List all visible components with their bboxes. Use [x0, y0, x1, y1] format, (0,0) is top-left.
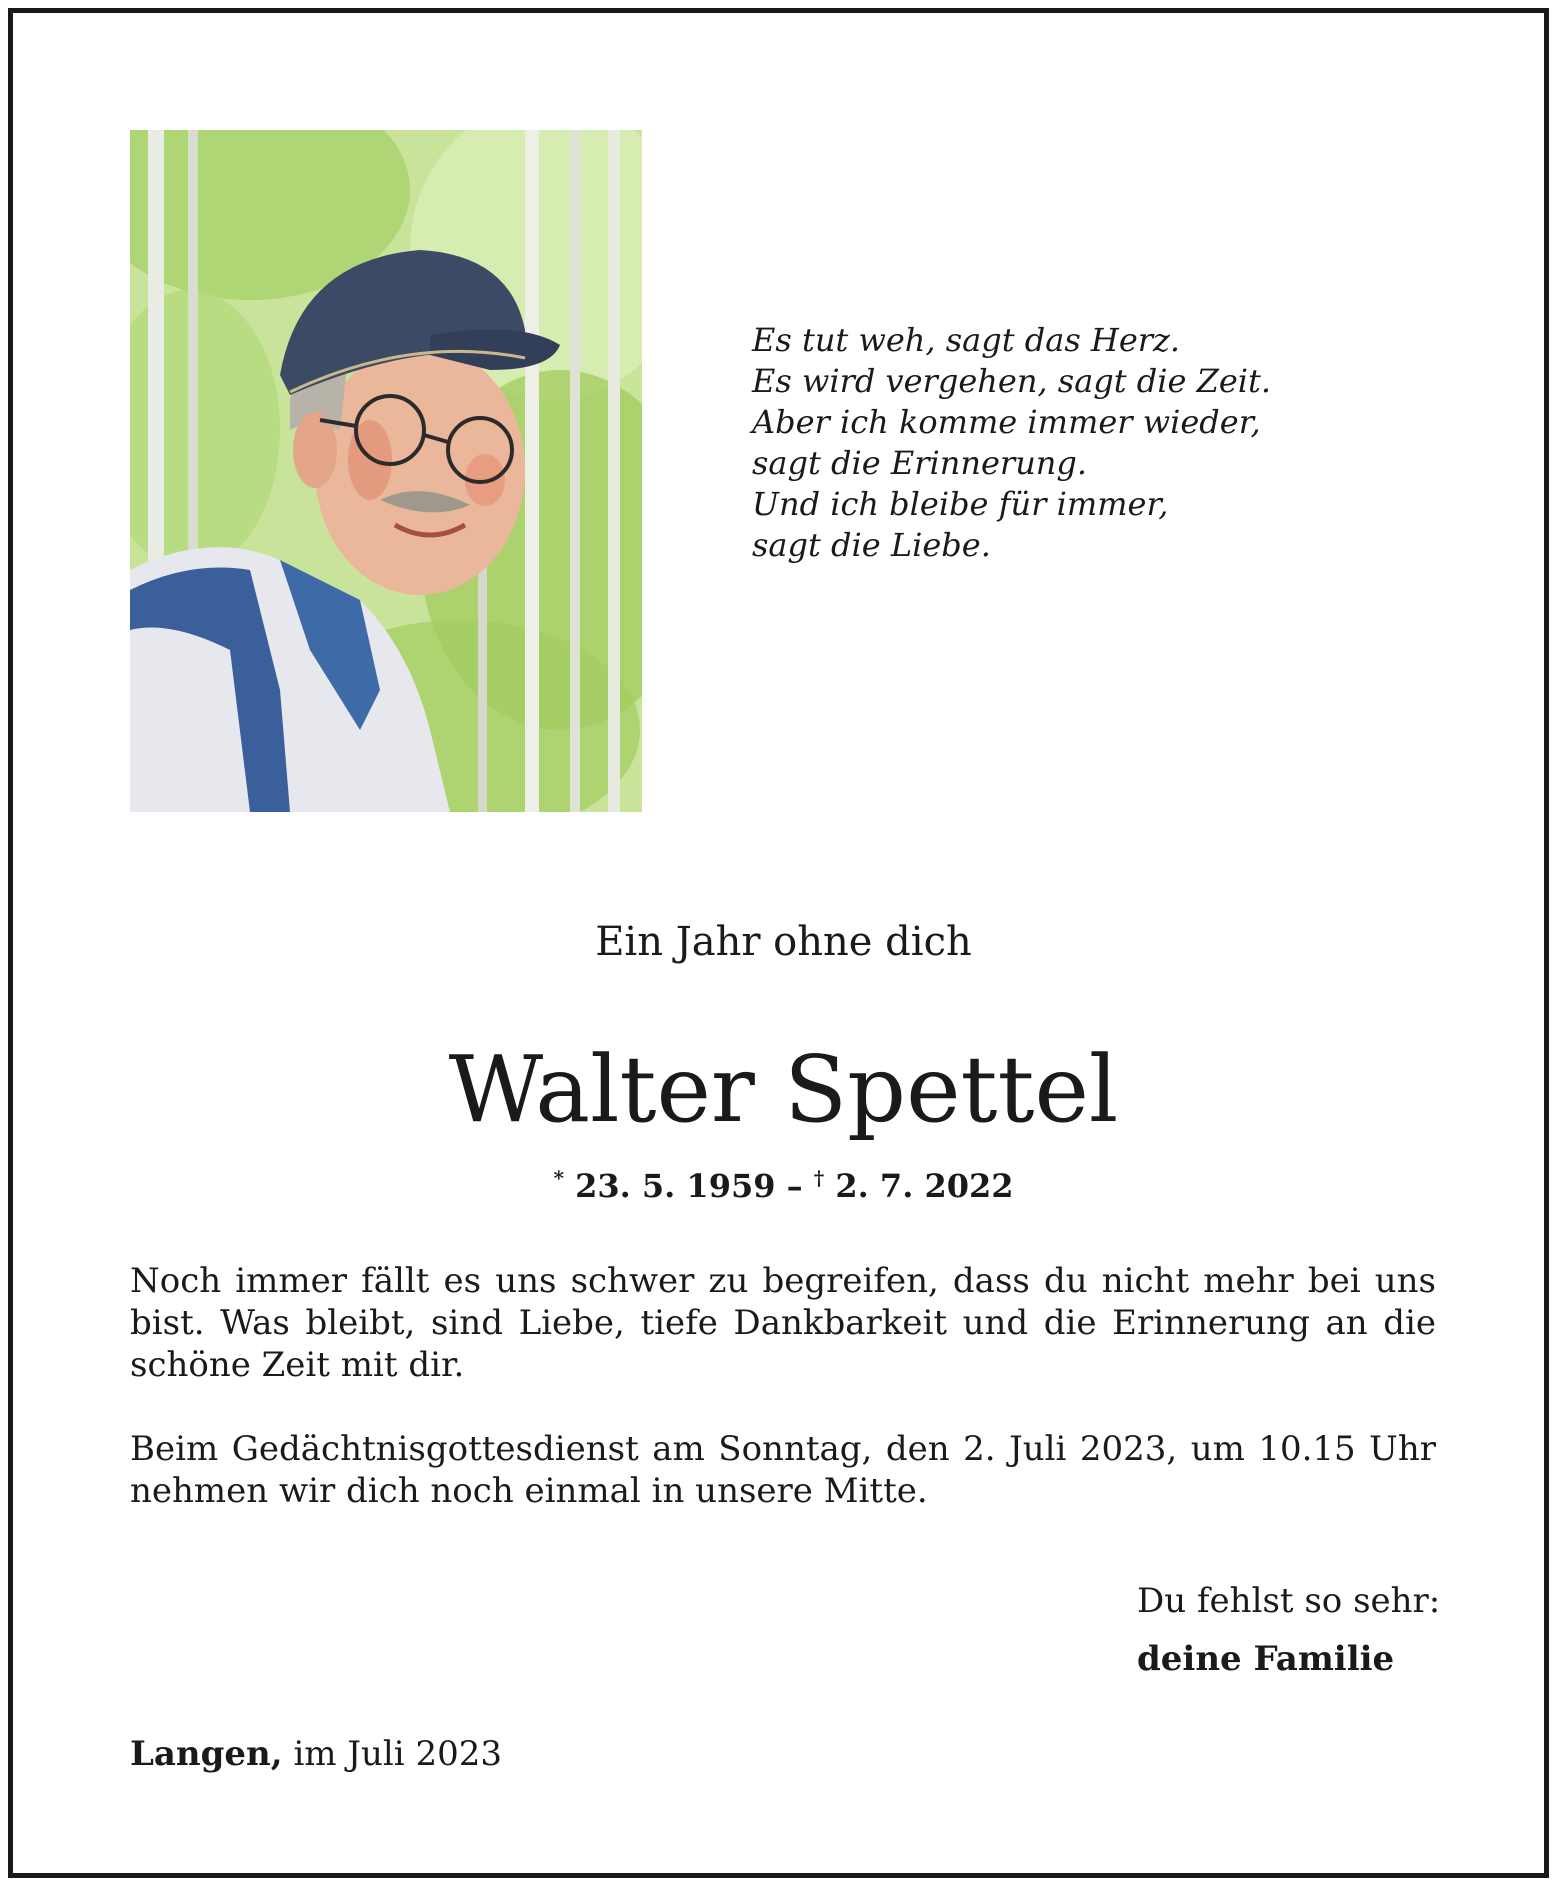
birth-date: 23. 5. 1959 — [575, 1167, 776, 1205]
death-date: 2. 7. 2022 — [835, 1167, 1014, 1205]
poem-line: sagt die Erinnerung. — [752, 444, 1088, 482]
service-paragraph: Beim Gedächtnisgottesdienst am Sonntag, den 2. Juli 2023, um 10.15 Uhr nehmen wir dich noch einmal in unsere Mitte. — [130, 1429, 1436, 1511]
deceased-name: Walter Spettel — [448, 1036, 1119, 1143]
memorial-subtitle: Ein Jahr ohne dich — [595, 919, 972, 965]
portrait-photo — [130, 130, 642, 812]
poem — [752, 320, 1271, 566]
poem-line: Es wird vergehen, sagt die Zeit. — [752, 362, 1272, 400]
place-and-date — [130, 1732, 502, 1776]
poem-line: Aber ich komme immer wieder, — [752, 403, 1261, 441]
remembrance-paragraph: Noch immer fällt es uns schwer zu begreifen, dass du nicht mehr bei uns bist. Was bleibt, sind Liebe, tiefe Dankbarkeit und die Erinnerung an die schöne Zeit mit dir. — [130, 1261, 1436, 1385]
date-separator: – — [786, 1167, 803, 1205]
death-symbol: † — [813, 1166, 825, 1190]
poem-line: Und ich bleibe für immer, — [752, 485, 1169, 523]
closing-block — [1137, 1572, 1440, 1688]
closing-line: Du fehlst so sehr: — [1137, 1581, 1441, 1621]
family-signature: deine Familie — [1137, 1639, 1395, 1679]
portrait-illustration — [130, 130, 642, 812]
poem-line: Es tut weh, sagt das Herz. — [752, 321, 1181, 359]
poem-line: sagt die Liebe. — [752, 526, 991, 564]
life-dates — [0, 1157, 1567, 1207]
birth-symbol: * — [553, 1166, 564, 1190]
place-name: Langen, — [130, 1734, 283, 1774]
publication-date: im Juli 2023 — [293, 1734, 502, 1774]
